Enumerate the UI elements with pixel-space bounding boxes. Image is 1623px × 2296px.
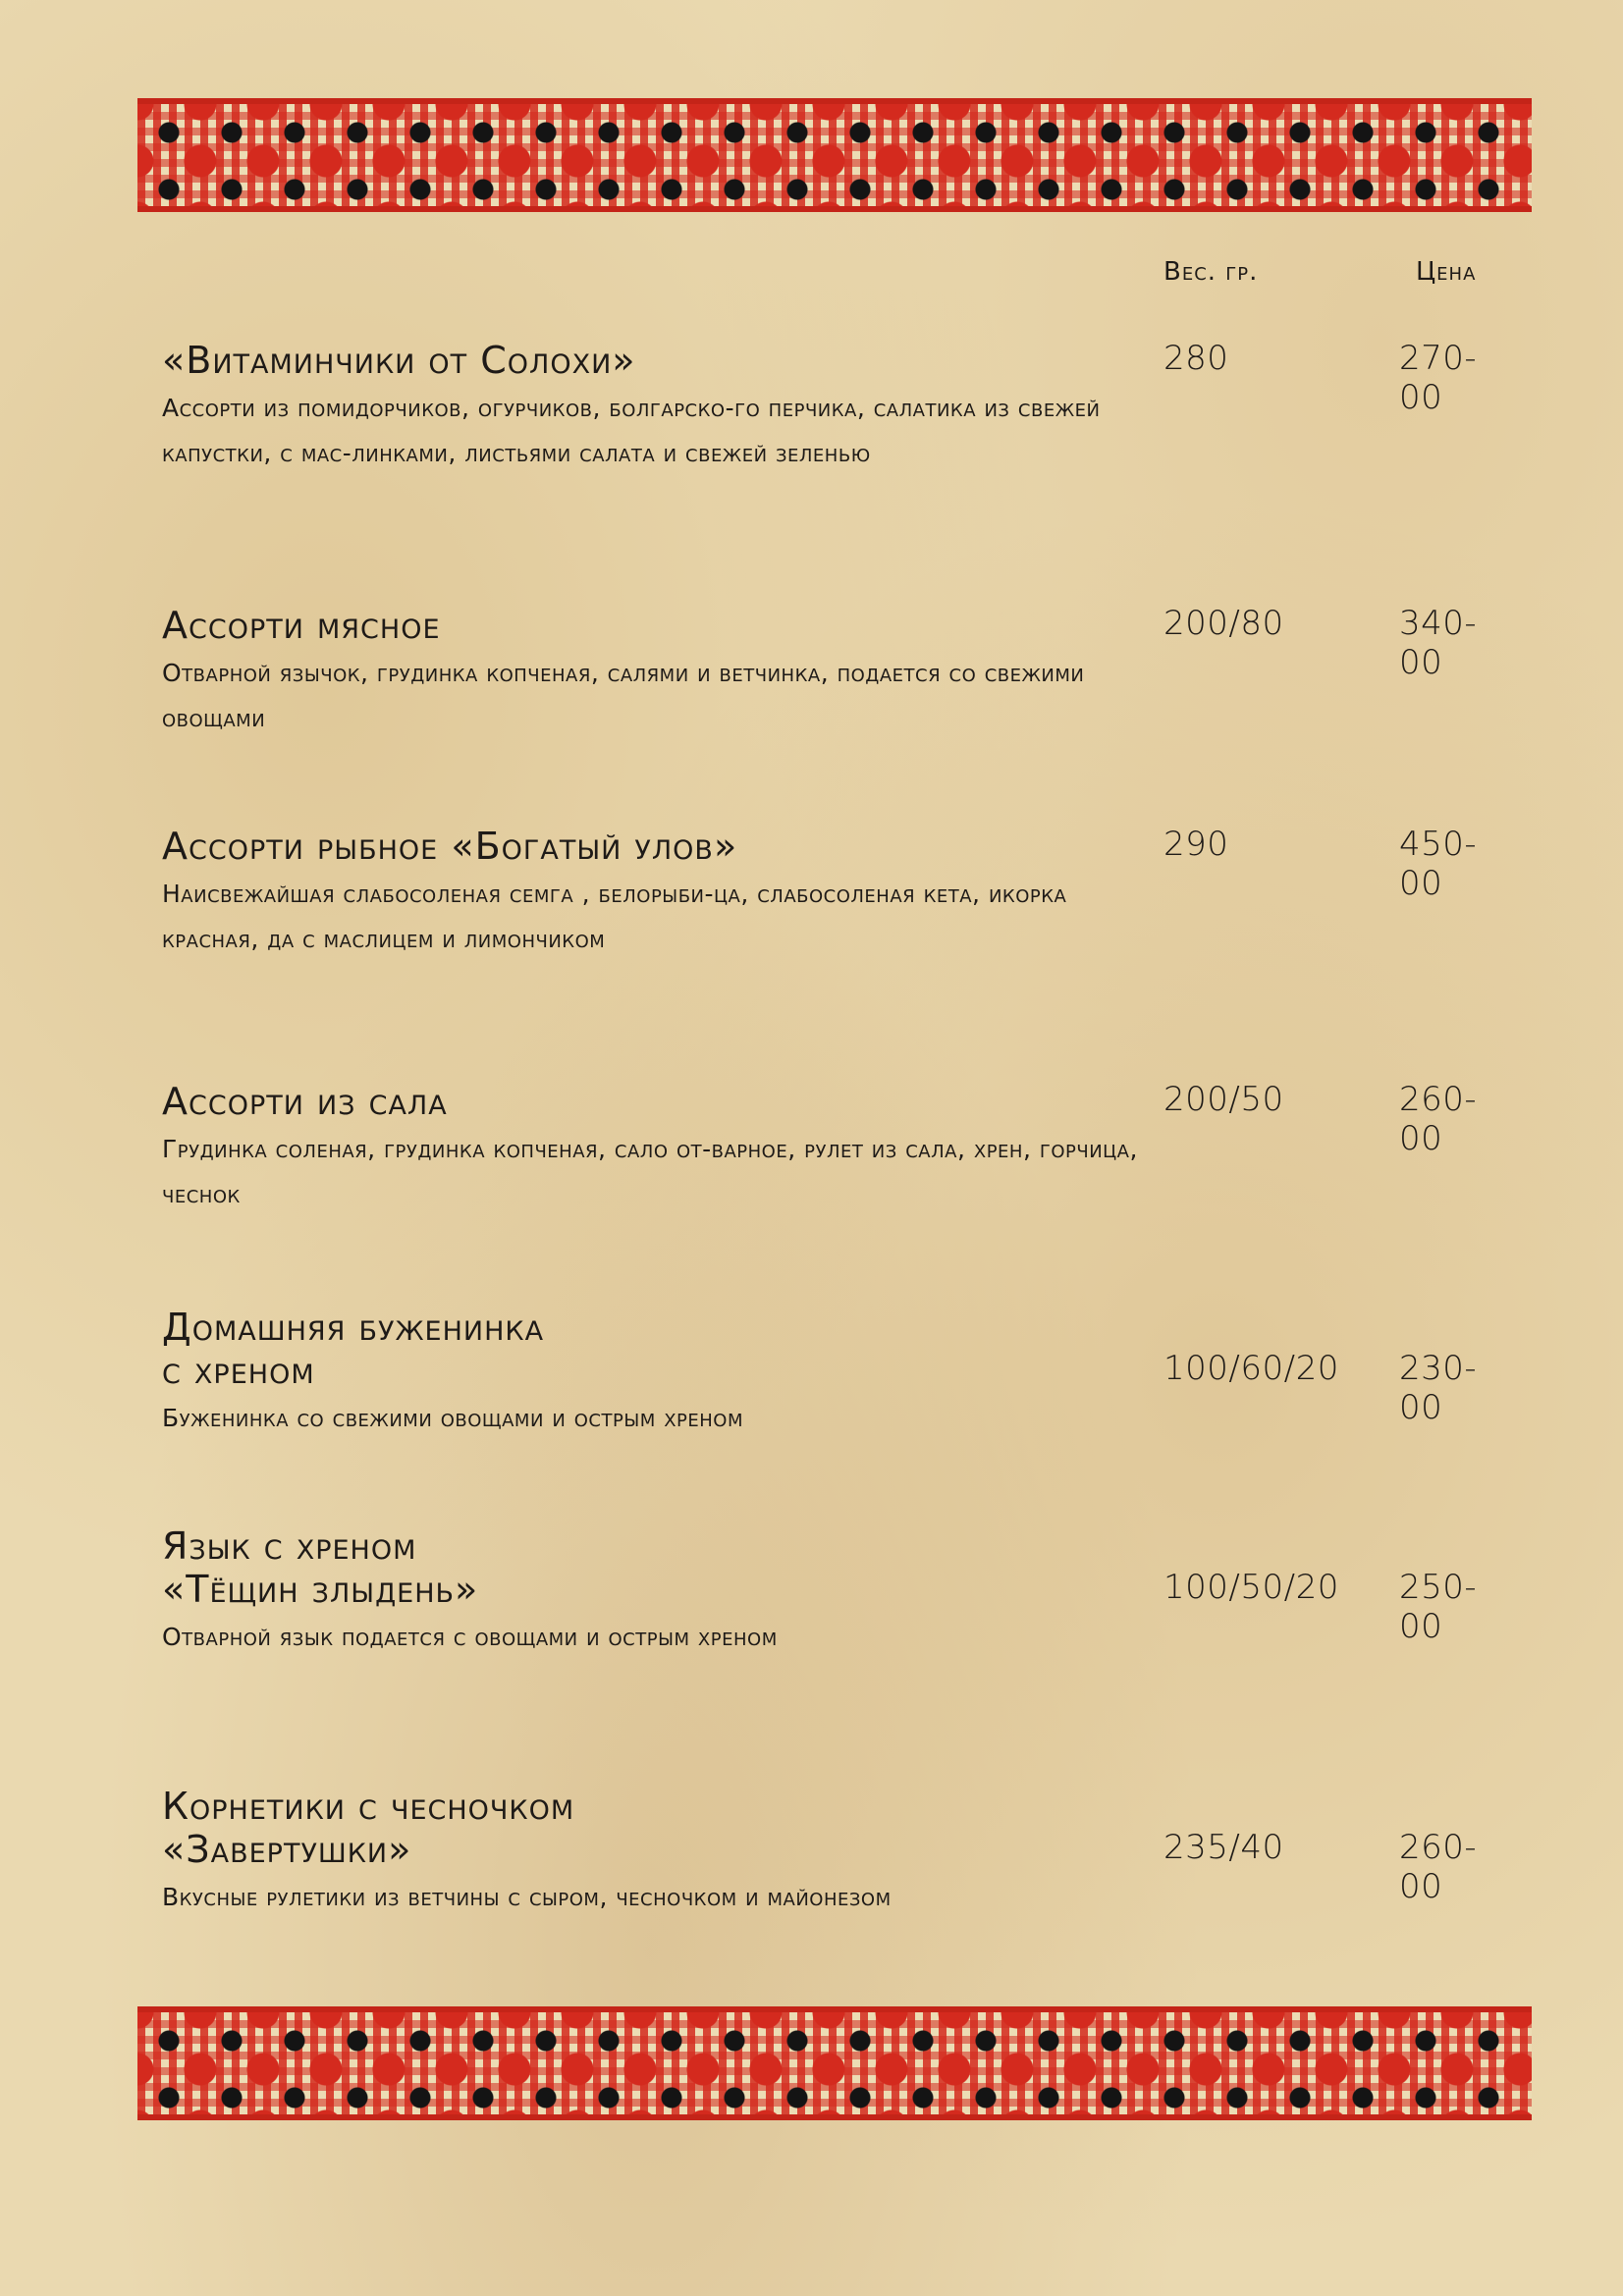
item-weight: 280 [1163, 339, 1229, 378]
item-price: 260-00 [1399, 1080, 1478, 1158]
item-description: Наисвежайшая слабосоленая семга , белорыби-ца, слабосоленая кета, икорка красная, да с маслицем и лимончиком [162, 880, 1067, 953]
item-weight: 290 [1163, 825, 1229, 864]
item-price: 250-00 [1399, 1568, 1478, 1646]
item-title: Ассорти мясное [162, 604, 441, 647]
menu-item [162, 339, 1478, 476]
item-title: Домашняя буженинка с хреном [162, 1306, 545, 1392]
item-weight: 235/40 [1163, 1828, 1284, 1867]
item-price: 230-00 [1399, 1349, 1478, 1427]
item-title: Ассорти рыбное «Богатый улов» [162, 825, 738, 868]
weight-column-header: Вес. гр. [1163, 257, 1259, 287]
item-description: Отварной язык подается с овощами и острым хреном [162, 1623, 778, 1651]
item-description: Ассорти из помидорчиков, огурчиков, болгарско-го перчика, салатика из свежей капустки, с мас-линками, листьями салата и свежей зеленью [162, 394, 1101, 467]
menu-item [162, 1306, 1478, 1441]
price-column-header: Цена [1416, 257, 1477, 287]
item-description: Грудинка соленая, грудинка копченая, сало от-варное, рулет из сала, хрен, горчица, чеснок [162, 1135, 1138, 1208]
item-description: Отварной язычок, грудинка копченая, салями и ветчинка, подается со свежими овощами [162, 659, 1085, 732]
item-price: 270-00 [1399, 339, 1478, 417]
ornament-border-top [137, 98, 1532, 212]
menu-item [162, 1080, 1478, 1217]
item-weight: 100/60/20 [1163, 1349, 1339, 1388]
ornament-border-bottom [137, 2006, 1532, 2120]
item-weight: 100/50/20 [1163, 1568, 1339, 1607]
item-title: Ассорти из сала [162, 1080, 448, 1123]
item-description: Буженинка со свежими овощами и острым хреном [162, 1404, 744, 1432]
item-price: 450-00 [1399, 825, 1478, 903]
item-title: «Витаминчики от Солохи» [162, 339, 636, 382]
item-price: 340-00 [1399, 604, 1478, 682]
menu-item [162, 825, 1478, 962]
menu-item [162, 1524, 1478, 1660]
item-title: Язык с хреном «Тёщин злыдень» [162, 1524, 479, 1611]
menu-item [162, 1785, 1478, 1920]
item-price: 260-00 [1399, 1828, 1478, 1906]
item-weight: 200/50 [1163, 1080, 1284, 1119]
item-title: Корнетики с чесночком «Завертушки» [162, 1785, 575, 1871]
item-description: Вкусные рулетики из ветчины с сыром, чесночком и майонезом [162, 1883, 892, 1911]
menu-item [162, 604, 1478, 741]
item-weight: 200/80 [1163, 604, 1284, 643]
